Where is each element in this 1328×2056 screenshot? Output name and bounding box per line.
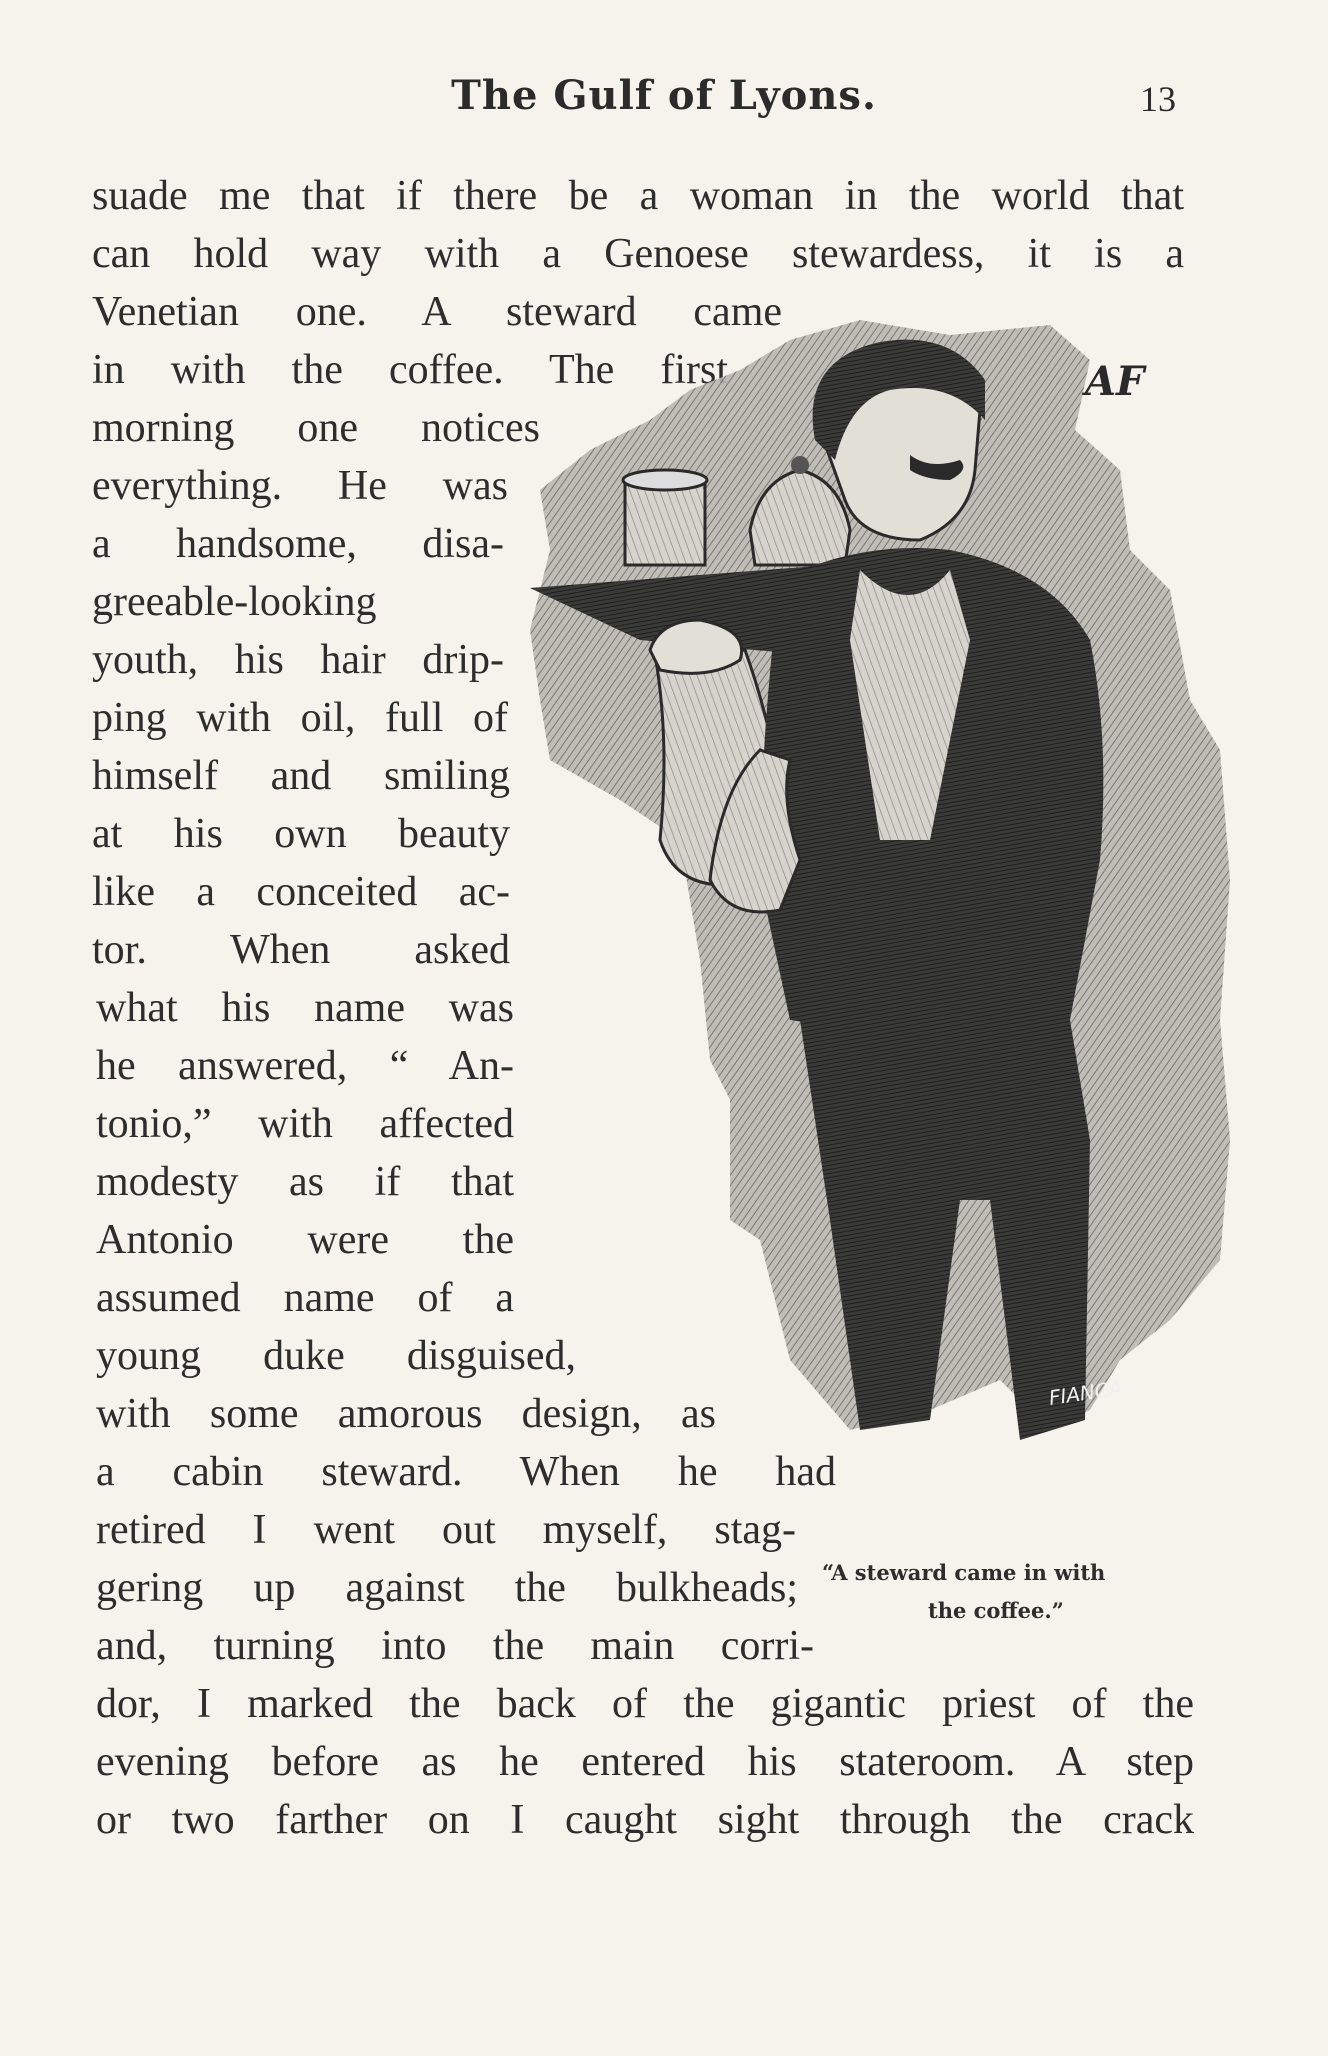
body-line-1: suade me that if there be a woman in the world that [92, 173, 1184, 219]
page-number: 13 [1140, 79, 1176, 119]
body-line-15: what his name was [96, 985, 514, 1031]
body-line-8: greeable-looking [92, 579, 377, 625]
artist-signature: FIANCA [1047, 1375, 1124, 1410]
body-line-14: tor. When asked [92, 927, 510, 973]
body-line-17: tonio,” with affected [96, 1101, 514, 1147]
body-line-12: at his own beauty [92, 811, 510, 857]
body-line-26: and, turning into the main corri- [96, 1623, 814, 1669]
body-line-25: gering up against the bulkheads; [96, 1565, 798, 1611]
body-line-24: retired I went out myself, stag- [96, 1507, 796, 1553]
body-line-21: young duke disguised, [96, 1333, 576, 1379]
illustration-caption-line-1: “A steward came in with [822, 1560, 1106, 1585]
body-line-18: modesty as if that [96, 1159, 514, 1205]
body-line-22: with some amorous design, as [96, 1391, 716, 1437]
steward-illustration [530, 320, 1230, 1550]
body-line-3: Venetian one. A steward came [92, 289, 782, 335]
body-line-20: assumed name of a [96, 1275, 514, 1321]
illustration-caption-line-2: the coffee.” [928, 1598, 1064, 1623]
body-line-29: or two farther on I caught sight through the crack [96, 1797, 1194, 1843]
body-line-4: in with the coffee. The first [92, 347, 728, 393]
body-line-28: evening before as he entered his stateroom. A step [96, 1739, 1194, 1785]
body-line-10: ping with oil, full of [92, 695, 508, 741]
body-line-27: dor, I marked the back of the gigantic priest of the [96, 1681, 1194, 1727]
body-line-5: morning one notices [92, 405, 540, 451]
running-header-title: The Gulf of Lyons. [451, 72, 877, 119]
body-line-7: a handsome, disa- [92, 521, 504, 567]
body-line-11: himself and smiling [92, 753, 510, 799]
body-line-2: can hold way with a Genoese stewardess, it is a [92, 231, 1184, 277]
body-line-9: youth, his hair drip- [92, 637, 504, 683]
body-line-6: everything. He was [92, 463, 508, 509]
body-line-23: a cabin steward. When he had [96, 1449, 836, 1495]
body-line-13: like a conceited ac- [92, 869, 510, 915]
body-line-19: Antonio were the [96, 1217, 514, 1263]
body-line-16: he answered, “ An- [96, 1043, 514, 1089]
artist-monogram: AF [1085, 358, 1145, 405]
